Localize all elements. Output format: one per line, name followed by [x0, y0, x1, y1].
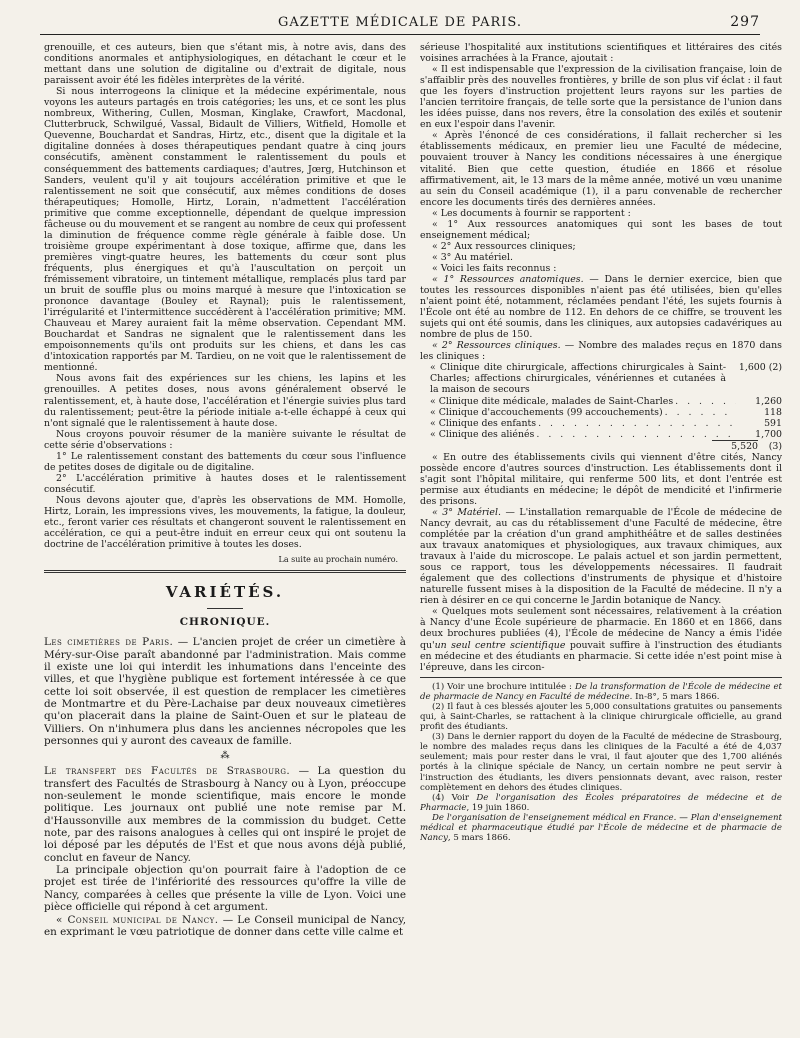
- clinic-total: [420, 440, 782, 452]
- page-number: 297: [730, 14, 760, 30]
- item-heading: Le transfert des Facultés de Strasbourg.: [44, 765, 291, 778]
- paragraph: « 2° Aux ressources cliniques;: [432, 240, 576, 252]
- paragraph: [420, 606, 782, 672]
- continued-note: La suite au prochain numéro.: [278, 555, 398, 565]
- journal-title: GAZETTE MÉDICALE DE PARIS.: [278, 15, 522, 30]
- footnote: [420, 682, 782, 702]
- paragraph: « En outre des établissements civils qui viennent d'être cités, Nancy possède encore d'autres sources d'instruction. Les établissements dont il s'agit sont l'hôpital militaire, qui renferme 500 lits, et dont l'entrée est permise aux étudiants en médecine; le dépôt de mendicité et l'infirmerie des prisons.: [420, 451, 782, 507]
- clinic-value: 1,700: [755, 428, 782, 440]
- chronicle-item-cemeteries: [44, 636, 406, 747]
- section-divider: [44, 570, 406, 573]
- emphasis: un seul centre scientifique: [434, 639, 566, 651]
- clinic-value: 591: [764, 417, 782, 429]
- leader-dots: [536, 418, 736, 429]
- item-text: — Le Conseil municipal de Nancy, en exprimant le vœu patriotique de donner dans cette ville calme et: [44, 913, 406, 938]
- clinic-value: 118: [764, 406, 782, 418]
- paragraph: Si nous interrogeons la clinique et la médecine expérimentale, nous voyons les auteurs partagés en trois catégories; les uns, et ce sont les plus nombreux, Withering, Cullen, Mosman, Kinglake, Crawfort, Macdonal, Clutterbruck, Schwilgué, Vassal, Bidault de Villiers, Witfield, Homolle et Quevenne, Bouchardat et Sandras, Hirtz, etc., disent que la digitale et la digitaline données à doses thérapeutiques pendant quatre à cinq jours consécutifs, amènent constamment le ralentissement du pouls et conséquemment des battements cardiaques; d'autres, Jœrg, Hutchinson et Sanders, veulent qu'il y ait toujours accélération primitive et que le ralentissement ne soit que consécutif, aux mêmes conditions de doses thérapeutiques; Homolle, Hirtz, Lorain, n'admettent l'accélération primitive que comme exceptionnelle, dépendant de quelque impression fâcheuse ou du mouvement et se rangent au nombre de ceux qui professent la diminution de fréquence comme règle générale à faible dose. Un troisième groupe expérimentant à dose toxique, affirme que, dans les premières vingt-quatre heures, les battements du cœur sont plus fréquents, plus énergiques et qu'à l'auscultation on perçoit un frémissement vibratoire, un tintement métallique, remplacés plus tard par un bruit de souffle plus ou moins marqué à mesure que l'intoxication se prononce davantage (Bouley et Raynal); puis le ralentissement, l'irrégularité et l'intermittence succédèrent à l'accélération primitive; MM. Chauveau et Marey auraient fait la même observation. Cependant MM. Bouchardat et Sandras ne signalent que le ralentissement dans les empoisonnements qu'ils ont produits sur les chiens, et dans les cas d'intoxication rapportés par M. Tardieu, on ne voit que le ralentissement de mentionné.: [44, 86, 406, 374]
- paragraph-label: « 2° Ressources cliniques.: [432, 340, 561, 352]
- clinic-label: « Clinique d'accouchements (99 accouchements): [430, 406, 663, 418]
- paragraph: 2° L'accélération primitive à hautes doses et le ralentissement consécutif.: [44, 472, 406, 495]
- footnote: (2) Il faut à ces blessés ajouter les 5,000 consultations gratuites ou pansements qui, à Saint-Charles, se rattachent à la clinique chirurgicale officielle, au grand profit des étudiants.: [420, 701, 782, 733]
- paragraph: [420, 340, 782, 362]
- paragraph: « 3° Au matériel.: [432, 251, 513, 263]
- clinic-table: [420, 362, 782, 439]
- asterism: ⁂: [220, 751, 230, 762]
- paragraph-label: « 3° Matériel.: [432, 506, 501, 518]
- paragraph: grenouille, et ces auteurs, bien que s'étant mis, à notre avis, dans des conditions anormales et antiphysiologiques, en détachant le cœur et le mettant dans une solution de digitaline ou d'extrait de digitale, nous paraissent avoir été les fidèles interprètes de la vérité.: [44, 42, 406, 87]
- paragraph-text: — Nombre des malades reçus en 1870 dans les cliniques :: [420, 340, 782, 363]
- paragraph: « Les documents à fournir se rapportent :: [432, 207, 631, 219]
- paragraph: [420, 507, 782, 606]
- paragraph: Nous avons fait des expériences sur les chiens, les lapins et les grenouilles. A petites doses, nous avons généralement observé le ralentissement, et, à haute dose, l'accélération et l'énergie suivies plus tard du ralentissement; peut-être la période initiale a-t-elle échappé à ceux qui n'ont signalé que le ralentissement à haute dose.: [44, 373, 406, 429]
- chronicle-item-council: [44, 914, 406, 939]
- paragraph: « Après l'énoncé de ces considérations, il fallait rechercher si les établissements médicaux, en premier lieu une Faculté de médecine, pouvaient trouver à Nancy les conditions nécessaires à une énergique vitalité. Bien que cette question, étudiée en 1866 et résolue affirmativement, ait, le 13 mars de la même année, motivé un vœu unanime au sein du Conseil académique (1), il a paru convenable de rechercher encore les documents tirés des dernières années.: [420, 130, 782, 208]
- chronicle: [44, 636, 406, 938]
- footnote-text: , 5 mars 1866.: [447, 833, 511, 844]
- footnote-text: (4) Voir: [432, 792, 477, 803]
- footnote: [420, 813, 782, 843]
- item-heading: Les cimetières de Paris.: [44, 636, 174, 649]
- total-value: 5,520: [712, 440, 758, 452]
- subsection-title: CHRONIQUE.: [179, 616, 271, 629]
- item-heading: « Conseil municipal de Nancy.: [56, 913, 219, 926]
- clinic-value: 1,260: [755, 395, 782, 407]
- paragraph-label: « 1° Ressources anatomiques.: [432, 273, 584, 285]
- right-column: [420, 42, 782, 1030]
- footnote-text: In-8°, 5 mars 1866.: [632, 691, 720, 702]
- clinic-row: [420, 362, 782, 395]
- paragraph: « Voici les faits reconnus :: [432, 262, 557, 274]
- clinic-label: « Clinique des enfants: [430, 417, 537, 429]
- page-header: [40, 8, 760, 35]
- chronicle-item-transfer: [44, 765, 406, 864]
- footnotes: [420, 682, 782, 844]
- title-rule: [207, 608, 243, 609]
- section-title: VARIÉTÉS.: [165, 583, 285, 602]
- paragraph: « 1° Aux ressources anatomiques qui sont les bases de tout enseignement médical;: [420, 218, 782, 241]
- footnote-title: De l'organisation de l'enseignement médical en France. — Plan d'enseignement médical et pharmaceutique étudié par l'École de médecine et de pharmacie de Nancy: [420, 812, 782, 844]
- clinic-label: « Clinique des aliénés: [430, 428, 535, 440]
- leader-dots: [673, 396, 736, 407]
- clinic-label: « Clinique dite médicale, malades de Saint-Charles: [430, 395, 674, 407]
- footnote-title: De la transformation de l'École de médecine et de pharmacie de Nancy en Faculté de médecine.: [420, 681, 782, 702]
- paragraph: Nous croyons pouvoir résumer de la manière suivante le résultat de cette série d'observations :: [44, 428, 406, 451]
- item-text: — L'ancien projet de créer un cimetière à Méry-sur-Oise paraît abandonné par l'administration. Mais comme il existe une loi qui interdit les inhumations dans l'enceinte des villes, et que l'hygiène publique est fortement intéressée à ce que cette loi soit observée, il est question de remplacer les cimetières de Montmartre et du Père-Lachaise par deux nouveaux cimetières qu'on placerait dans la plaine de Saint-Ouen et sur le plateau de Villiers. On n'inhumera plus dans les anciennes nécropoles que les personnes qui y auront des caveaux de famille.: [44, 636, 406, 748]
- footnote: [420, 793, 782, 813]
- clinic-label: « Clinique dite chirurgicale, affections chirurgicales à Saint-Charles; affections chirurgicales, vénériennes et cutanées à la maison de secours: [430, 362, 726, 396]
- clinic-row: [420, 396, 782, 407]
- leader-dots: [534, 429, 736, 440]
- footnote-title: De l'organisation des Écoles préparatoires de médecine et de Pharmacie: [420, 792, 782, 813]
- paragraph: sérieuse l'hospitalité aux institutions scientifiques et littéraires des cités voisines arrachées à la France, ajoutait :: [420, 42, 782, 65]
- footnote-text: (1) Voir une brochure intitulée :: [432, 681, 575, 692]
- left-column: [44, 42, 406, 1030]
- paragraph: La principale objection qu'on pourrait faire à l'adoption de ce projet est tirée de l'infériorité des ressources qu'offre la ville de Nancy, comparées à celles que présente la ville de Lyon. Voici une pièce officielle qui répond à cet argument.: [44, 864, 406, 914]
- paragraph: Nous devons ajouter que, d'après les observations de MM. Homolle, Hirtz, Lorain, les impressions vives, les mouvements, la fatigue, la douleur, etc., feront varier ces résultats et changeront souvent le ralentissement en accélération, ce qui a peut-être induit en erreur ceux qui ont soutenu la doctrine de l'accélération primitive à toutes les doses.: [44, 494, 406, 551]
- clinic-row: [420, 429, 782, 440]
- paragraph-text: « Quelques mots seulement sont nécessaires, relativement à la création à Nancy d'une École supérieure de pharmacie. En 1860 et en 1866, dans deux brochures publiées (4), l'École de médecine de Nancy a émis l'idée qu': [420, 606, 782, 651]
- leader-dots: [663, 407, 736, 418]
- footnote-divider: [420, 677, 782, 678]
- paragraph-text: — L'installation remarquable de l'École de médecine de Nancy devrait, au cas du rétablissement d'une Faculté de médecine, être complétée par la création d'un grand amphithéâtre et de salles destinées aux travaux anatomiques et physiologiques, aux travaux chimiques, aux travaux à l'aide du microscope. Le palais actuel et son jardin permettent, sous ce rapport, tous les développements nécessaires. Il faudrait également que des collections d'instruments de physique et d'histoire naturelle fussent mises à la disposition de la Faculté de médecine. Il n'y a rien à désirer en ce qui concerne le Jardin botanique de Nancy.: [420, 506, 782, 607]
- paragraph: 1° Le ralentissement constant des battements du cœur sous l'influence de petites doses de digitale ou de digitaline.: [44, 450, 406, 473]
- paragraph-text: — Dans le dernier exercice, bien que toutes les ressources disponibles n'aient pas été utilisées, bien qu'elles n'aient point été, notamment, réclamées pendant l'été, les sujets fournis à l'École ont été au nombre de 112. En dehors de ce chiffre, se trouvent les sujets qui ont été soumis, dans les cliniques, aux autopsies cadavériques au nombre de plus de 150.: [420, 273, 782, 341]
- footnote: (3) Dans le dernier rapport du doyen de la Faculté de médecine de Strasbourg, le nombre des malades reçus dans les cliniques de la Faculté a été de 4,037 seulement; mais pour rester dans le vrai, il faut ajouter que des 1,700 aliénés portés à la clinique spéciale de Nancy, un certain nombre ne peut servir à l'instruction des étudiants, les divers pensionnats devant, avec raison, rester complètement en dehors des études cliniques.: [420, 732, 782, 793]
- paragraph-text: pouvait suffire à l'instruction des étudiants en médecine et des étudiants en pharmacie. Si cette idée n'est point mise à l'épreuve, dans les circon-: [420, 639, 782, 673]
- clinic-value: 1,600 (2): [738, 362, 782, 374]
- footnote-text: , 19 juin 1860.: [466, 802, 530, 813]
- item-text: — La question du transfert des Facultés de Strasbourg à Nancy ou à Lyon, préoccupe non-seulement le monde scientifique, mais encore le monde politique. Les journaux ont publié une note remise par M. d'Haussonville aux membres de la commission du budget. Cette note, par des raisons analogues à celles qui ont inspiré le projet de loi déposé par les députés de l'Est et que nous avons déjà publié, conclut en faveur de Nancy.: [44, 765, 406, 864]
- total-footnote-ref: (3): [768, 440, 782, 452]
- paragraph: [420, 274, 782, 340]
- clinic-row: [420, 418, 782, 429]
- clinic-row: [420, 407, 782, 418]
- paragraph: « Il est indispensable que l'expression de la civilisation française, loin de s'affaiblir près des nouvelles frontières, y brille de son plus vif éclat : il faut que les foyers d'instruction projettent leurs rayons sur les parties de l'ancien territoire français, de telle sorte que la persistance de l'union dans les idées puisse, dans nos revers, être la consolation des exilés et soutenir en eux l'espoir dans l'avenir.: [420, 64, 782, 131]
